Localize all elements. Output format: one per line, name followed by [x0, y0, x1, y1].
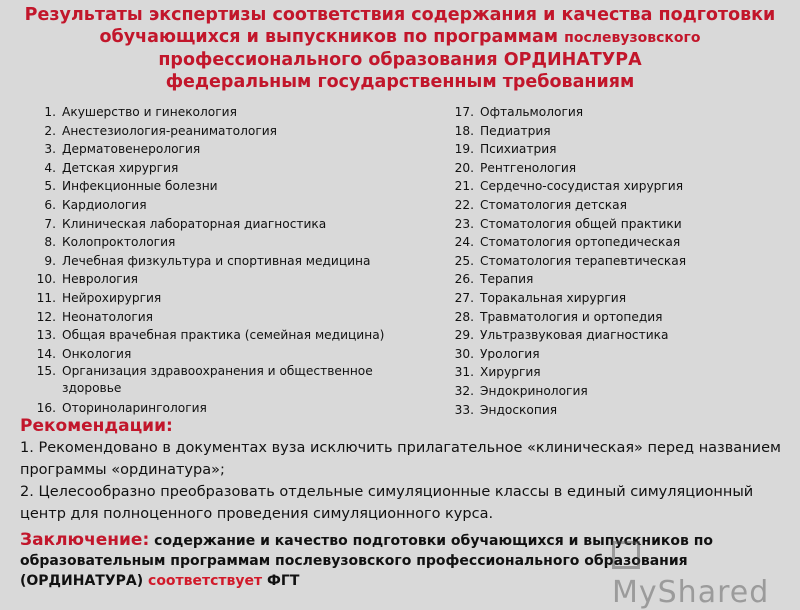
- title-line-2-small: послевузовского: [564, 30, 701, 46]
- list-item: [30, 122, 410, 141]
- list-item: [448, 103, 778, 122]
- list-item: [30, 252, 410, 271]
- list-item: [448, 252, 778, 271]
- watermark-text: MyShared: [612, 575, 770, 610]
- item-text: Онкология: [62, 346, 132, 361]
- item-text: Эндоскопия: [480, 402, 558, 417]
- list-item: [30, 140, 410, 159]
- list-item: [448, 177, 778, 196]
- item-number: 6.: [44, 197, 56, 212]
- item-number: 22.: [454, 197, 474, 212]
- item-text: Неонатология: [62, 309, 154, 324]
- item-text: Клиническая лабораторная диагностика: [62, 216, 327, 231]
- item-number: 23.: [454, 216, 474, 231]
- item-text: Оториноларингология: [62, 401, 207, 416]
- title-line-4: федеральным государственным требованиям: [165, 72, 635, 92]
- item-text: Стоматология терапевтическая: [480, 253, 687, 268]
- item-number: 18.: [454, 123, 474, 138]
- item-text: Эндокринология: [480, 383, 588, 398]
- list-item: [30, 289, 410, 308]
- item-number: 4.: [44, 160, 56, 175]
- list-item: [30, 159, 410, 178]
- list-item: [30, 363, 410, 399]
- item-text: Рентгенология: [480, 160, 577, 175]
- list-item: [30, 345, 410, 364]
- title-line-1: Результаты экспертизы соответствия содержания и качества подготовки: [24, 5, 776, 25]
- item-number: 31.: [454, 365, 474, 380]
- title-line-2: [20, 26, 780, 49]
- recommendation-item: 1. Рекомендовано в документах вуза исключить прилагательное «клиническая» перед названием программы «ординатура»;: [20, 440, 781, 478]
- list-item: [30, 308, 410, 327]
- item-number: 11.: [36, 290, 56, 305]
- item-text: Анестезиология-реаниматология: [62, 123, 277, 138]
- square-logo-icon: [612, 541, 640, 569]
- item-text: Стоматология ортопедическая: [480, 235, 681, 250]
- item-text: Инфекционные болезни: [62, 179, 218, 194]
- item-number: 12.: [36, 309, 56, 324]
- list-item: [30, 326, 410, 345]
- item-text: Педиатрия: [480, 123, 551, 138]
- recommendation-item: 2. Целесообразно преобразовать отдельные симуляционные классы в единый симуляционный центр для полноценного проведения симуляционного курса.: [20, 484, 754, 522]
- list-item: [30, 103, 410, 122]
- item-text: Торакальная хирургия: [480, 290, 627, 305]
- recommendations-section: [20, 415, 795, 525]
- title-line-3: профессионального образования ОРДИНАТУРА: [158, 50, 642, 70]
- title-line-2-main: обучающихся и выпускников по программам: [99, 27, 559, 47]
- item-text: Терапия: [480, 272, 534, 287]
- list-item: [448, 196, 778, 215]
- conclusion-tail: ФГТ: [267, 573, 300, 589]
- item-text: Урология: [480, 346, 540, 361]
- item-number: 27.: [454, 290, 474, 305]
- item-text: Стоматология общей практики: [480, 216, 682, 231]
- item-number: 1.: [44, 105, 56, 119]
- item-number: 7.: [44, 216, 56, 231]
- item-number: 17.: [454, 105, 474, 119]
- item-text: Неврология: [62, 272, 138, 287]
- item-number: 28.: [454, 309, 474, 324]
- list-item: [448, 308, 778, 327]
- item-number: 14.: [36, 346, 56, 361]
- item-number: 10.: [36, 272, 56, 287]
- item-text: Колопроктология: [62, 235, 176, 250]
- list-item: [448, 382, 778, 401]
- item-text: Психиатрия: [480, 142, 557, 157]
- item-number: 5.: [44, 179, 56, 194]
- list-item: [448, 289, 778, 308]
- list-item: [448, 159, 778, 178]
- list-item: [30, 215, 410, 234]
- item-number: 30.: [454, 346, 474, 361]
- list-item: [448, 233, 778, 252]
- conclusion-label: Заключение:: [20, 530, 150, 550]
- list-item: [30, 196, 410, 215]
- item-text: Офтальмология: [480, 105, 584, 119]
- item-number: 25.: [454, 253, 474, 268]
- conclusion-verdict: соответствует: [148, 573, 263, 589]
- item-number: 21.: [454, 179, 474, 194]
- item-text: Общая врачебная практика (семейная медицина): [62, 328, 385, 343]
- list-item: [30, 270, 410, 289]
- item-number: 2.: [44, 123, 56, 138]
- item-number: 15.: [36, 364, 56, 379]
- item-number: 26.: [454, 272, 474, 287]
- program-list-left: [30, 103, 410, 418]
- item-text: Ультразвуковая диагностика: [480, 328, 669, 343]
- item-text: Лечебная физкультура и спортивная медицина: [62, 253, 371, 268]
- list-item: [448, 326, 778, 345]
- item-text: Травматология и ортопедия: [480, 309, 663, 324]
- item-text: Стоматология детская: [480, 197, 627, 212]
- item-text: Кардиология: [62, 197, 147, 212]
- item-number: 8.: [44, 235, 56, 250]
- item-number: 24.: [454, 235, 474, 250]
- list-item: [30, 177, 410, 196]
- list-item: [448, 363, 778, 382]
- list-item: [30, 233, 410, 252]
- list-item: [448, 215, 778, 234]
- item-text: Сердечно-сосудистая хирургия: [480, 179, 684, 194]
- list-item: [448, 345, 778, 364]
- item-text: Дерматовенерология: [62, 142, 201, 157]
- item-number: 20.: [454, 160, 474, 175]
- item-text: Акушерство и гинекология: [62, 105, 237, 119]
- item-number: 32.: [454, 383, 474, 398]
- item-number: 13.: [36, 328, 56, 343]
- recommendations-heading: Рекомендации:: [20, 416, 173, 436]
- list-item: [448, 140, 778, 159]
- list-item: [448, 270, 778, 289]
- item-number: 3.: [44, 142, 56, 157]
- page-title: [20, 4, 780, 93]
- item-number: 29.: [454, 328, 474, 343]
- program-list-right: [448, 103, 778, 419]
- conclusion-text: содержание и качество подготовки обучающихся и выпускников по образовательным программам послевузовского профессионального образования (ОРДИНАТУРА): [20, 533, 714, 589]
- item-text: Детская хирургия: [62, 160, 179, 175]
- item-number: 19.: [454, 142, 474, 157]
- item-number: 16.: [36, 401, 56, 416]
- item-text: Нейрохирургия: [62, 290, 162, 305]
- item-number: 9.: [44, 253, 56, 268]
- item-text: Организация здравоохранения и общественное здоровье: [62, 364, 373, 396]
- item-text: Хирургия: [480, 365, 541, 380]
- item-number: 33.: [454, 402, 474, 417]
- list-item: [448, 122, 778, 141]
